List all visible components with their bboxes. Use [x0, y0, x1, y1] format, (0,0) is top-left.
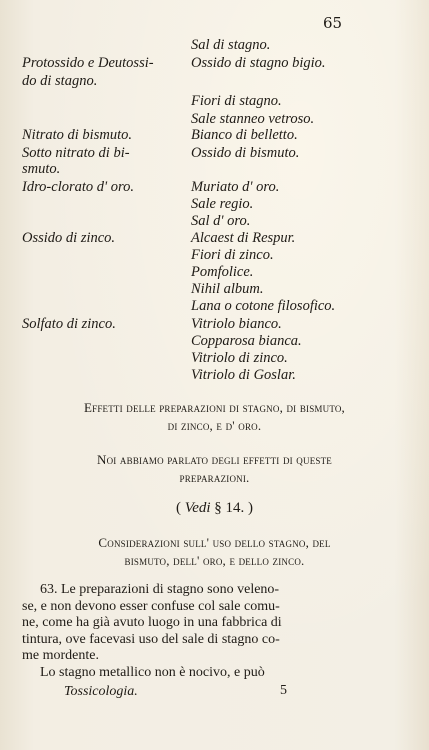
- heading-line: Considerazioni sull' uso dello stagno, del: [98, 535, 331, 550]
- synonym-name: Vitriolo di zinco.: [191, 350, 288, 366]
- compound-name: Sotto nitrato di bi-: [22, 145, 130, 161]
- paragraph-line: ne, come ha già avuto luogo in una fabbrica di: [22, 615, 282, 630]
- synonym-name: Alcaest di Respur.: [191, 230, 296, 246]
- paragraph-line: tintura, ove facevasi uso del sale di stagno co-: [22, 631, 280, 647]
- synonym-name: Sale regio.: [191, 196, 254, 212]
- paragraph-line: 63. Le preparazioni di stagno sono veleno-: [40, 582, 280, 597]
- running-footer-title: Tossicologia.: [64, 684, 138, 699]
- section-note: [0, 451, 429, 487]
- signature-mark: 5: [280, 683, 287, 698]
- paragraph-line: me mordente.: [22, 648, 99, 663]
- synonym-name: Fiori di zinco.: [191, 247, 274, 263]
- synonym-name: Vitriolo di Goslar.: [191, 367, 296, 383]
- heading-line: Noi abbiamo parlato degli effetti di queste: [97, 452, 332, 467]
- synonym-name: Muriato d' oro.: [191, 179, 280, 195]
- vedi-word: Vedi: [184, 500, 211, 516]
- body-paragraph: [22, 582, 382, 681]
- synonym-name: Fiori di stagno.: [191, 93, 282, 109]
- synonym-name: Copparosa bianca.: [191, 333, 302, 349]
- compound-name: smuto.: [22, 161, 61, 177]
- paragraph-line: Lo stagno metallico non è nocivo, e può: [40, 664, 265, 680]
- synonym-name: Sal d' oro.: [191, 213, 251, 229]
- compound-name: Protossido e Deutossi-: [22, 55, 154, 71]
- section-heading-effects: [0, 399, 429, 435]
- synonym-name: Sal di stagno.: [191, 37, 271, 53]
- paragraph-line: se, e non devono esser confuse col sale comu-: [22, 598, 280, 614]
- page-number: 65: [323, 14, 343, 32]
- synonym-name: Ossido di bismuto.: [191, 145, 300, 161]
- compound-name: Solfato di zinco.: [22, 316, 116, 332]
- synonym-name: Lana o cotone filosofico.: [191, 298, 336, 314]
- compound-name: Nitrato di bismuto.: [22, 127, 132, 143]
- synonym-name: Sale stanneo vetroso.: [191, 111, 315, 127]
- compound-name: Idro-clorato d' oro.: [22, 179, 134, 195]
- section-heading-considerations: [0, 534, 429, 570]
- heading-line: Effetti delle preparazioni di stagno, di bismuto,: [83, 400, 346, 415]
- compound-name: Ossido di zinco.: [22, 230, 116, 246]
- paren-close: ): [244, 500, 254, 516]
- cross-reference: [0, 500, 429, 517]
- compound-name: do di stagno.: [22, 73, 98, 89]
- synonym-name: Vitriolo bianco.: [191, 316, 282, 332]
- heading-line: bismuto, dell' oro, e dello zinco.: [124, 553, 305, 568]
- synonym-name: Pomfolice.: [191, 264, 254, 280]
- section-ref: § 14.: [210, 500, 245, 516]
- synonym-name: Bianco di belletto.: [191, 127, 298, 143]
- paren-open: (: [175, 500, 185, 516]
- synonym-name: Ossido di stagno bigio.: [191, 55, 326, 71]
- synonym-name: Nihil album.: [191, 281, 264, 297]
- heading-line: preparazioni.: [179, 470, 250, 485]
- heading-line: di zinco, e d' oro.: [167, 418, 262, 433]
